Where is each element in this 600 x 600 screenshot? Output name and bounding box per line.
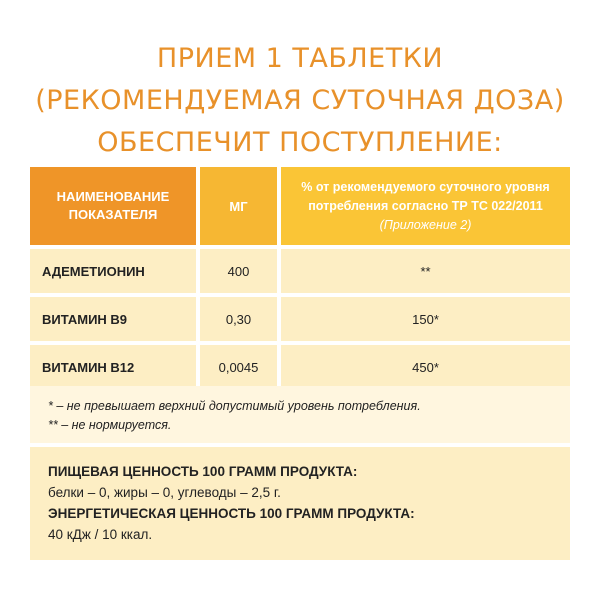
row-mg: 0,30 (200, 297, 277, 341)
row-percent: 450* (281, 345, 570, 389)
energy-value-title: ЭНЕРГЕТИЧЕСКАЯ ЦЕННОСТЬ 100 ГРАММ ПРОДУКТА: (48, 506, 415, 521)
row-name: ВИТАМИН В9 (30, 297, 196, 341)
footnote-2: ** – не нормируется. (48, 418, 172, 432)
row-mg: 400 (200, 249, 277, 293)
page-title (0, 38, 600, 164)
table-row (30, 249, 570, 293)
row-percent: ** (281, 249, 570, 293)
row-percent: 150* (281, 297, 570, 341)
header-percent-note: (Приложение 2) (379, 217, 472, 232)
energy-value: 40 кДж / 10 ккал. (48, 527, 153, 542)
table-row (30, 297, 570, 341)
table-header-row (30, 167, 570, 245)
title-line-2: (РЕКОМЕНДУЕМАЯ СУТОЧНАЯ ДОЗА) (35, 85, 565, 116)
food-value-title: ПИЩЕВАЯ ЦЕННОСТЬ 100 ГРАММ ПРОДУКТА: (48, 464, 358, 479)
row-name: АДЕМЕТИОНИН (30, 249, 196, 293)
row-mg: 0,0045 (200, 345, 277, 389)
title-line-1: ПРИЕМ 1 ТАБЛЕТКИ (156, 43, 444, 74)
header-percent-text: % от рекомендуемого суточного уровня потребления согласно ТР ТС 022/2011 (301, 179, 550, 213)
footnote-1: * – не превышает верхний допустимый уровень потребления. (48, 399, 421, 413)
table-row (30, 345, 570, 389)
row-name: ВИТАМИН В12 (30, 345, 196, 389)
header-name: НАИМЕНОВАНИЕ ПОКАЗАТЕЛЯ (30, 167, 196, 245)
nutrition-info (30, 447, 570, 560)
header-percent (281, 167, 570, 245)
food-value: белки – 0, жиры – 0, углеводы – 2,5 г. (48, 485, 281, 500)
title-line-3: ОБЕСПЕЧИТ ПОСТУПЛЕНИЕ: (97, 127, 503, 158)
composition-table (30, 167, 570, 393)
header-mg: МГ (200, 167, 277, 245)
footnotes (30, 386, 570, 443)
